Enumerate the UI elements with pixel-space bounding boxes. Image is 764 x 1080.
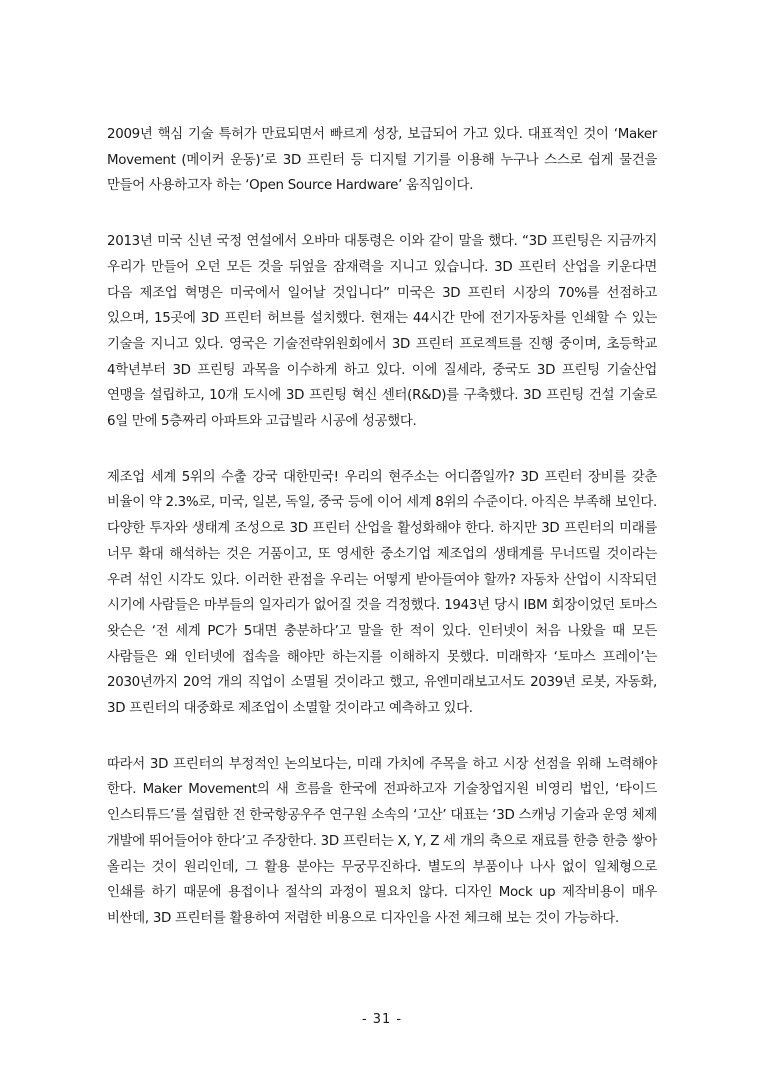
paragraph-1: 2009년 핵심 기술 특허가 만료되면서 빠르게 성장, 보급되어 가고 있다. 대표적인 것이 ‘Maker Movement (메이커 운동)’로 3D 프린터 등 디지털 기기를 이용해 누구나 스스로 쉽게 물건을 만들어 사용하고자 하는 ‘Open Source Hardware’ 움직임이다.: [107, 127, 657, 194]
document-body: [107, 122, 657, 932]
page-number: - 31 -: [361, 1012, 403, 1027]
paragraph-4: 따라서 3D 프린터의 부정적인 논의보다는, 미래 가치에 주목을 하고 시장 선점을 위해 노력해야 한다. Maker Movement의 새 흐름을 한국에 전파하고자 기술창업지원 비영리 법인, ‘타이드 인스티튜드’를 설립한 전 한국항공우주 연구원 소속의 ‘고산’ 대표는 ‘3D 스캐닝 기술과 운영 체제 개발에 뛰어들어야 한다’고 주장한다. 3D 프린터는 X, Y, Z 세 개의 축으로 재료를 한층 한층 쌓아 올리는 것이 원리인데, 그 활용 분야는 무궁무진하다. 별도의 부품이나 나사 없이 일체형으로 인쇄를 하기 때문에 용접이나 절삭의 과정이 필요치 않다. 디자인 Mock up 제작비용이 매우 비싼데, 3D 프린터를 활용하여 저렴한 비용으로 디자인을 사전 체크해 보는 것이 가능하다.: [107, 756, 657, 926]
paragraph-3: 제조업 세계 5위의 수출 강국 대한민국! 우리의 현주소는 어디쯤일까? 3D 프린터 장비를 갖춘 비율이 약 2.3%로, 미국, 일본, 독일, 중국 등에 이어 세계 8위의 수준이다. 아직은 부족해 보인다. 다양한 투자와 생태계 조성으로 3D 프린터 산업을 활성화해야 한다. 하지만 3D 프린터의 미래를 너무 확대 해석하는 것은 거품이고, 또 영세한 중소기업 제조업의 생태계를 무너뜨릴 것이라는 우려 섞인 시각도 있다. 이러한 관점을 우리는 어떻게 받아들여야 할까? 자동차 산업이 시작되던 시기에 사람들은 마부들의 일자리가 없어질 것을 걱정했다. 1943년 당시 IBM 회장이었던 토마스 왓슨은 ‘전 세계 PC가 5대면 충분하다’고 말을 한 적이 있다. 인터넷이 처음 나왔을 때 모든 사람들은 왜 인터넷에 접속을 해야만 하는지를 이해하지 못했다. 미래학자 ‘토마스 프레이’는 2030년까지 20억 개의 직업이 소멸될 것이라고 했고, 유엔미래보고서도 2039년 로봇, 자동화, 3D 프린터의 대중화로 제조업이 소멸할 것이라고 예측하고 있다.: [107, 469, 657, 717]
paragraph-2: 2013년 미국 신년 국정 연설에서 오바마 대통령은 이와 같이 말을 했다. “3D 프린팅은 지금까지 우리가 만들어 오던 모든 것을 뒤엎을 잠재력을 지니고 있습니다. 3D 프린터 산업을 키운다면 다음 제조업 혁명은 미국에서 일어날 것입니다” 미국은 3D 프린터 시장의 70%를 선점하고 있으며, 15곳에 3D 프린터 허브를 설치했다. 현재는 44시간 만에 전기자동차를 인쇄할 수 있는 기술을 지니고 있다. 영국은 기술전략위원회에서 3D 프린터 프로젝트를 진행 중이며, 초등학교 4학년부터 3D 프린팅 과목을 이수하게 하고 있다. 이에 질세라, 중국도 3D 프린팅 기술산업 연맹을 설립하고, 10개 도시에 3D 프린팅 혁신 센터(R&D)를 구축했다. 3D 프린팅 건설 기술로 6일 만에 5층짜리 아파트와 고급빌라 시공에 성공했다.: [107, 234, 657, 430]
